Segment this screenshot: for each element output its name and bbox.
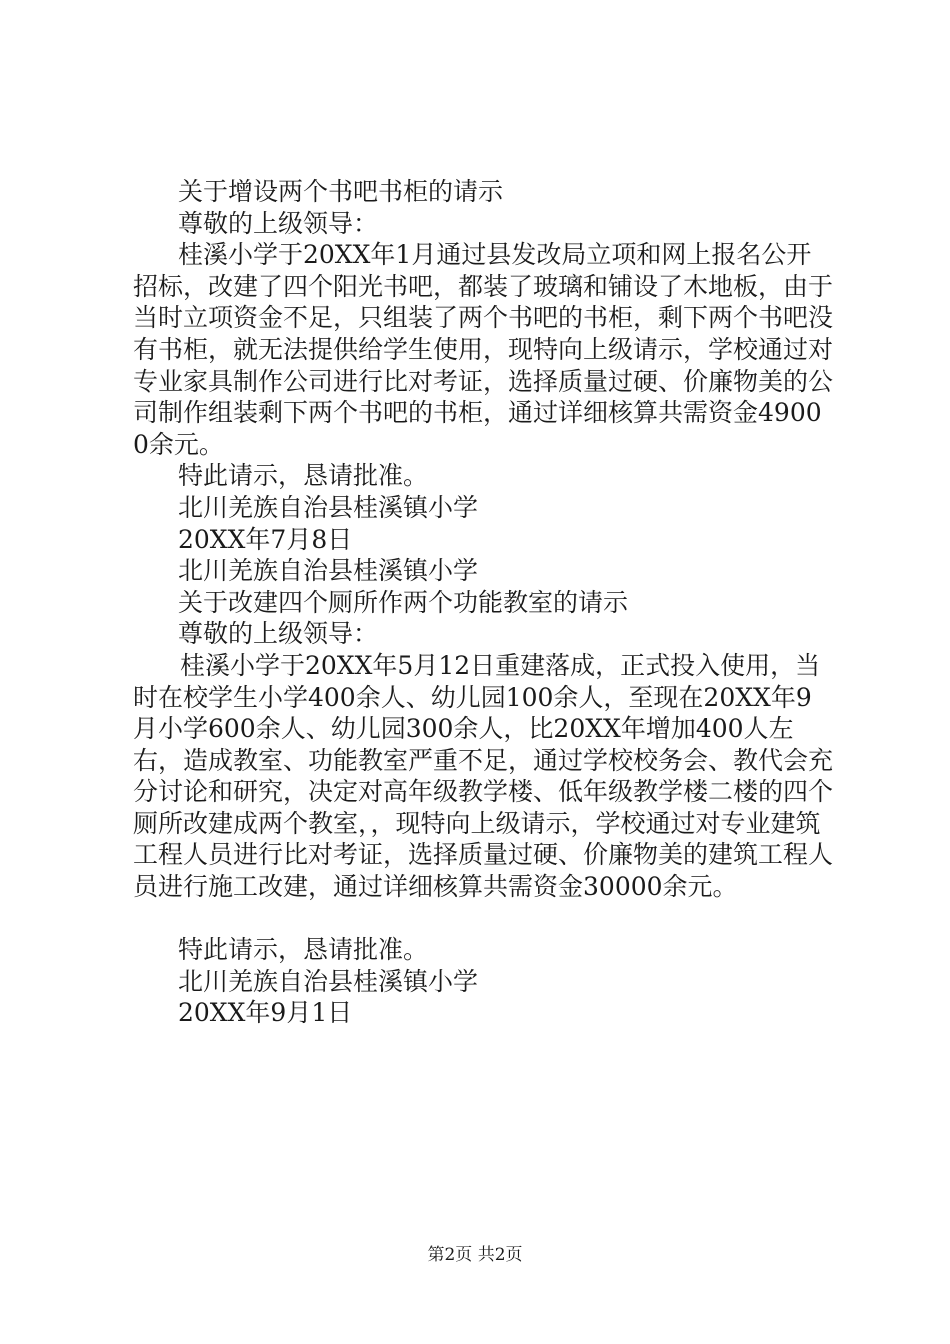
request-title-1: 关于增设两个书吧书柜的请示 [178, 177, 504, 206]
blank-line [133, 903, 833, 935]
closing-1: 特此请示，恳请批准。 [178, 461, 429, 491]
school-name: 北川羌族自治县桂溪镇小学 [178, 556, 479, 586]
closing-2: 特此请示，恳请批准。 [178, 935, 429, 965]
salutation-2: 尊敬的上级领导： [178, 619, 379, 649]
body-paragraph-1: 桂溪小学于20XX年1月通过县发改局立项和网上报名公开招标，改建了四个阳光书吧，都装了玻璃和铺设了木地板，由于当时立项资金不足，只组装了两个书吧的书柜，剩下两个书吧没有书柜，就无法提供给学生使用，现特向上级请示，学校通过对专业家具制作公司进行比对考证，选择质量过硬、价廉物美的公司制作组装剩下两个书吧的书柜，通过详细核算共需资金49000余元。 [133, 240, 834, 459]
signature-2: 北川羌族自治县桂溪镇小学 [178, 966, 479, 996]
page-footer [0, 1244, 950, 1266]
page-number: 第2页 共2页 [427, 1245, 523, 1265]
body-paragraph-2: 桂溪小学于20XX年5月12日重建落成，正式投入使用，当时在校学生小学400余人、幼儿园100余人，至现在20XX年9月小学600余人、幼儿园300余人，比20XX年增加400人左右，造成教室、功能教室严重不足，通过学校校务会、教代会充分讨论和研究，决定对高年级教学楼、低年级教学楼二楼的四个厕所改建成两个教室，，现特向上级请示，学校通过对专业建筑工程人员进行比对考证，选择质量过硬、价廉物美的建筑工程人员进行施工改建，通过详细核算共需资金30000余元。 [133, 650, 834, 902]
request-title-2: 关于改建四个厕所作两个功能教室的请示 [178, 587, 629, 617]
document-body [133, 176, 833, 1029]
date-2: 20XX年9月1日 [178, 998, 353, 1028]
date-1: 20XX年7月8日 [178, 524, 353, 554]
salutation-1: 尊敬的上级领导： [178, 208, 379, 238]
signature-1: 北川羌族自治县桂溪镇小学 [178, 492, 479, 522]
